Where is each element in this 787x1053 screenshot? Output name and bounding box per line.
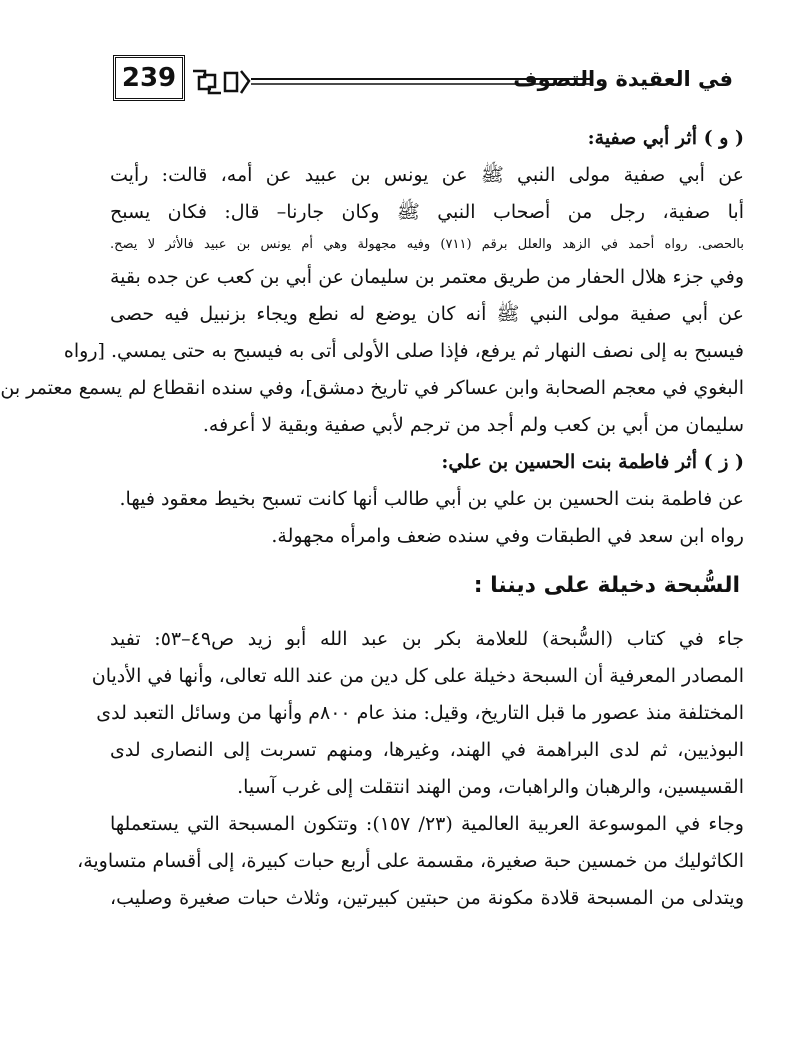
text-line: أبا صفية، رجل من أصحاب النبي ﷺ وكان جارنا– قال: فكان يسبح	[110, 201, 744, 223]
running-header-title: في العقيدة والتصوف	[513, 67, 733, 91]
text-line: المختلفة منذ عصور ما قبل التاريخ، وقيل: منذ عام ٨٠٠م وأنها من وسائل التعبد لدى	[96, 702, 744, 724]
page-body	[0, 120, 744, 917]
text-line: البغوي في معجم الصحابة وابن عساكر في تاريخ دمشق]، وفي سنده انقطاع لم يسمع معتمر بن	[0, 377, 744, 399]
text-line: ( و ) أثر أبي صفية:	[587, 127, 744, 149]
text-line: القسيسين، والرهبان والراهبات، ومن الهند انتقلت إلى غرب آسيا.	[237, 776, 744, 798]
page-number: 239	[121, 63, 177, 93]
text-line: وجاء في الموسوعة العربية العالمية (٢٣/ ١٥٧): وتتكون المسبحة التي يستعملها	[110, 813, 744, 835]
text-line: عن أبي صفية مولى النبي ﷺ عن يونس بن عبيد عن أمه، قالت: رأيت	[110, 164, 744, 186]
text-line: فيسبح به إلى نصف النهار ثم يرفع، فإذا صلى الأولى أتى به فيسبح به حتى يمسي. [رواه	[63, 340, 744, 362]
text-line: عن أبي صفية مولى النبي ﷺ أنه كان يوضع له نطع ويجاء بزنبيل فيه حصى	[110, 303, 744, 325]
text-line: جاء في كتاب (السُّبحة) للعلامة بكر بن عبد الله أبو زيد ص٤٩–٥٣: تفيد	[110, 628, 744, 650]
text-line: ( ز ) أثر فاطمة بنت الحسين بن علي:	[441, 451, 744, 473]
text-line: بالحصى. رواه أحمد في الزهد والعلل برقم (٧١١) وفيه مجهولة وهي أم يونس بن عبيد فالأثر لا يصح.	[110, 237, 744, 252]
section-heading: السُّبحة دخيلة على ديننا :	[473, 573, 740, 598]
text-line: رواه ابن سعد في الطبقات وفي سنده ضعف وامرأه مجهولة.	[271, 525, 744, 547]
text-line: البوذيين، ثم لدى البراهمة في الهند، وغيرها، ومنهم تسربت إلى النصارى لدى	[110, 739, 744, 761]
text-line: الكاثوليك من خمسين حبة صغيرة، مقسمة على أربع حبات كبيرة، إلى أقسام متساوية،	[77, 850, 744, 872]
paragraph-block-1	[0, 120, 744, 555]
paragraph-block-2	[77, 621, 744, 917]
page-header	[113, 55, 739, 107]
text-line: عن فاطمة بنت الحسين بن علي بن أبي طالب أنها كانت تسبح بخيط معقود فيها.	[119, 488, 744, 510]
text-line: وفي جزء هلال الحفار من طريق معتمر بن سليمان عن أبي بن كعب عن جده بقية	[110, 266, 744, 288]
text-line: سليمان من أبي بن كعب ولم أجد من ترجم لأبي صفية وبقية لا أعرفه.	[202, 414, 744, 436]
text-line: ويتدلى من المسبحة قلادة مكونة من حبتين كبيرتين، وثلاث حبات صغيرة وصليب،	[110, 887, 744, 909]
text-line: المصادر المعرفية أن السبحة دخيلة على كل دين من عند الله تعالى، وأنها في الأديان	[91, 665, 744, 687]
page-number-box	[113, 55, 185, 101]
